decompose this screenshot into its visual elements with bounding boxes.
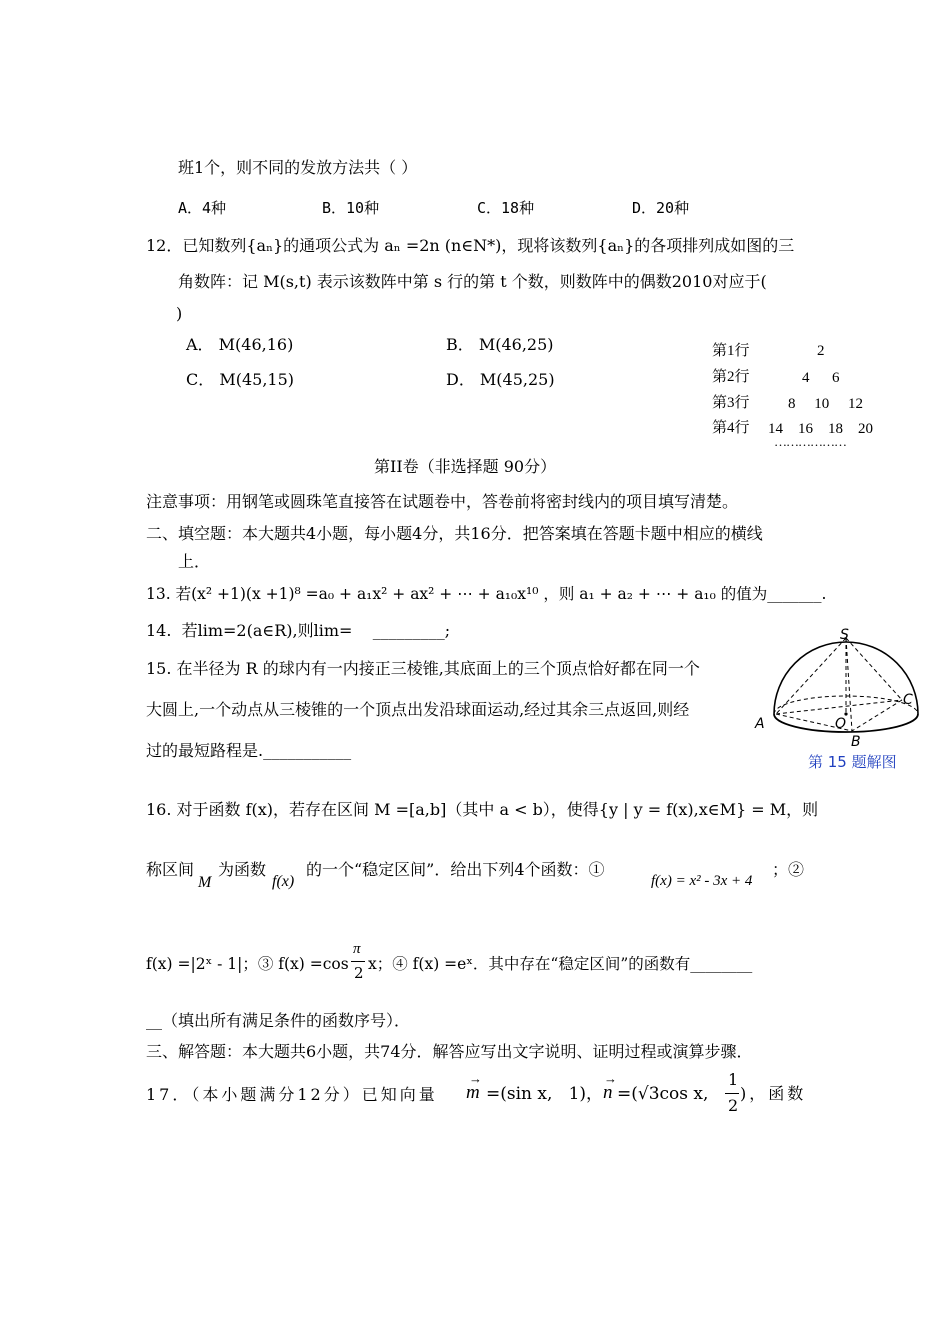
row-values-4: 14 16 18 20 (768, 421, 873, 437)
edge-sa (776, 638, 846, 714)
notice-line: 注意事项：用钢笔或圆珠笔直接答在试题卷中，答卷前将密封线内的项目填写清楚。 (146, 492, 739, 511)
fraction-bar (351, 961, 365, 962)
q16-line-2-prefix: 称区间 (146, 860, 195, 879)
q11-option-d: D．20种 (632, 199, 690, 217)
section-2-title: 第II卷（非选择题 90分） (374, 457, 557, 476)
q16-line-3-a: f(x) =|2ˣ - 1|；③ f(x) =cos (146, 955, 349, 973)
q11-tail-line: 班1个，则不同的发放方法共（ ） (178, 158, 418, 177)
q15-line-3: 过的最短路程是.___________ (146, 741, 352, 760)
row-label-3: 第3行 (712, 395, 750, 411)
q12-option-b: B． M(46,25) (446, 335, 554, 354)
q12-line-3: ) (176, 304, 183, 323)
vector-n-letter: n (603, 1082, 613, 1103)
q12-option-d: D． M(45,25) (446, 370, 555, 389)
row-label-4: 第4行 (712, 420, 750, 436)
row-label-1: 第1行 (712, 343, 750, 359)
row-values-1: 2 (817, 343, 825, 359)
vector-m-letter: m (466, 1082, 480, 1103)
label-s: S (840, 627, 849, 643)
q16-line-3-b: x；④ f(x) =eˣ．其中存在“稳定区间”的函数有________ (368, 955, 753, 973)
q16-fx: f(x) (272, 873, 295, 890)
q14-line: 14. 若lim=2(a∈R),则lim= _________; (146, 621, 451, 640)
q16-line-1: 16. 对于函数 f(x)，若存在区间 M =[a,b]（其中 a < b），使得{y | y = f(x),x∈M} = M，则 (146, 800, 819, 819)
label-a: A (755, 716, 765, 732)
row-values-3: 8 10 12 (788, 396, 863, 412)
q16-interval-m: M (198, 874, 212, 891)
edge-sb (846, 638, 852, 731)
row-values-2: 4 6 (802, 370, 840, 386)
triangle-dots: ……………… (774, 434, 846, 449)
label-b: B (851, 734, 861, 750)
q15-line-1: 15. 在半径为 R 的球内有一内接正三棱锥,其底面上的三个顶点恰好都在同一个 (146, 659, 700, 678)
q17-suffix: )，函数 (740, 1084, 807, 1103)
q16-line-2-end: ；② (772, 860, 805, 879)
figure-caption: 第 15 题解图 (808, 753, 897, 771)
q11-option-b: B．10种 (322, 199, 380, 217)
q11-option-a: A．4种 (178, 199, 227, 217)
q16-line-2-main: 的一个“稳定区间”．给出下列4个函数：① (306, 860, 605, 879)
hemisphere-figure (752, 628, 932, 753)
q16-func-1: f(x) = x² - 3x + 4 (651, 873, 753, 889)
pi-numerator: π (353, 941, 361, 957)
half-bar (725, 1093, 739, 1094)
q12-line-1: 12．已知数列{aₙ}的通项公式为 aₙ =2n (n∈N*)，现将该数列{aₙ}的各项排列成如图的三 (146, 236, 795, 255)
label-o: O (835, 716, 847, 732)
q12-option-c: C． M(45,15) (186, 370, 295, 389)
q13-line: 13. 若(x² +1)(x +1)⁸ =a₀ + a₁x² + ax² + ⋯ + a₁₀x¹⁰ ，则 a₁ + a₂ + ⋯ + a₁₀ 的值为_______. (146, 585, 827, 603)
vector-n-value: =(√3cos x, (617, 1084, 709, 1104)
q12-option-a: A． M(46,16) (186, 335, 294, 354)
vector-n (603, 1071, 617, 1105)
vector-m-value: =(sin x, 1)， (486, 1084, 604, 1104)
pi-denominator: 2 (354, 964, 364, 982)
q16-line-4: __（填出所有满足条件的函数序号）． (146, 1011, 411, 1030)
half-numerator: 1 (728, 1070, 739, 1089)
part2-line-2: 上． (178, 552, 211, 571)
vector-arrow-icon: → (604, 1071, 617, 1086)
row-label-2: 第2行 (712, 369, 750, 385)
q17-prefix: 17．（本小题满分12分）已知向量 (146, 1085, 438, 1104)
q11-option-c: C．18种 (477, 199, 535, 217)
half-denominator: 2 (728, 1096, 739, 1115)
vector-arrow-icon: → (469, 1071, 482, 1086)
label-c: C (903, 692, 913, 708)
section-3-line: 三、解答题：本大题共6小题，共74分．解答应写出文字说明、证明过程或演算步骤． (146, 1042, 753, 1061)
q12-line-2: 角数阵：记 M(s,t) 表示该数阵中第 s 行的第 t 个数，则数阵中的偶数2010对应于( (178, 272, 767, 291)
part2-line-1: 二、填空题：本大题共4小题，每小题4分，共16分．把答案填在答题卡题中相应的横线 (146, 524, 763, 543)
vector-m (466, 1071, 482, 1105)
q15-line-2: 大圆上,一个动点从三棱锥的一个顶点出发沿球面运动,经过其余三点返回,则经 (146, 700, 690, 719)
q16-line-2-for: 为函数 (218, 860, 267, 879)
